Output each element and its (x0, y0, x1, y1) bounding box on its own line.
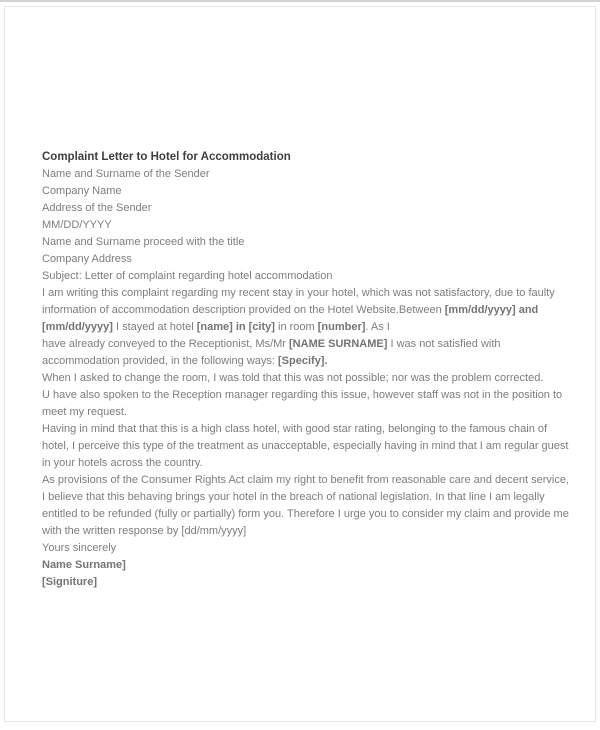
text-segment: I was not satisfied with (387, 338, 501, 350)
page-top-divider (0, 0, 600, 2)
placeholder-segment: [mm/dd/yyyy] and (444, 304, 539, 316)
text-segment: When I asked to change the room, I was told that this was not possible; nor was the problem corrected. (42, 372, 544, 384)
letter-line (42, 336, 582, 353)
placeholder-segment: [Signiture] (42, 576, 97, 588)
letter-line (42, 421, 582, 438)
letter-line (42, 234, 582, 251)
letter-line (42, 574, 582, 591)
letter-title: Complaint Letter to Hotel for Accommodation (42, 151, 291, 163)
text-segment: Subject: Letter of complaint regarding hotel accommodation (42, 270, 333, 282)
placeholder-segment: [name] in [city] (196, 321, 275, 333)
text-segment: MM/DD/YYYY (42, 219, 112, 231)
letter-line (42, 353, 582, 370)
letter-line (42, 285, 582, 302)
text-segment: Yours sincerely (42, 542, 117, 554)
letter-line (42, 557, 582, 574)
text-segment: I stayed at hotel (112, 321, 197, 333)
text-segment: hotel, I perceive this type of the treatment as unacceptable, especially having in mind that I am regular guest (42, 440, 569, 452)
letter-line (42, 302, 582, 319)
letter-line (42, 523, 582, 540)
letter-line (42, 472, 582, 489)
letter-line (42, 387, 582, 404)
text-segment: entitled to be refunded (fully or partially) form you. Therefore I urge you to consider my claim and provide me (42, 508, 569, 520)
letter-line (42, 506, 582, 523)
text-segment: accommodation provided, in the following ways: (42, 355, 279, 367)
text-segment: information of accommodation description provided on the Hotel Website.Between (42, 304, 445, 316)
letter-body (42, 149, 582, 591)
text-segment: Company Address (42, 253, 132, 265)
text-segment: Name and Surname proceed with the title (42, 236, 245, 248)
letter-line (42, 370, 582, 387)
text-segment: As provisions of the Consumer Rights Act claim my right to benefit from reasonable care and decent service, (42, 474, 570, 486)
letter-line (42, 217, 582, 234)
text-segment: in your hotels across the country. (42, 457, 203, 469)
letter-line (42, 489, 582, 506)
document-page (4, 6, 596, 722)
placeholder-segment: [mm/dd/yyyy] (42, 321, 113, 333)
text-segment: I believe that this behaving brings your hotel in the breach of national legislation. In that line I am legally (42, 491, 545, 503)
text-segment: U have also spoken to the Reception manager regarding this issue, however staff was not in the position to (42, 389, 563, 401)
text-segment: Company Name (42, 185, 122, 197)
placeholder-segment: Name Surname] (42, 559, 126, 571)
letter-lines (42, 166, 582, 591)
placeholder-segment: [NAME SURNAME] (289, 338, 388, 350)
letter-line (42, 166, 582, 183)
text-segment: in room (274, 321, 318, 333)
letter-line (42, 540, 582, 557)
letter-line (42, 438, 582, 455)
letter-line (42, 183, 582, 200)
letter-line (42, 268, 582, 285)
letter-line (42, 200, 582, 217)
text-segment: . As I (365, 321, 390, 333)
placeholder-segment: [number] (317, 321, 366, 333)
letter-line (42, 319, 582, 336)
text-segment: with the written response by [dd/mm/yyyy] (42, 525, 247, 537)
text-segment: Having in mind that that this is a high class hotel, with good star rating, belonging to the famous chain of (42, 423, 548, 435)
placeholder-segment: [Specify]. (278, 355, 328, 367)
text-segment: have already conveyed to the Receptionist, Ms/Mr (42, 338, 290, 350)
letter-line (42, 404, 582, 421)
text-segment: meet my request. (42, 406, 127, 418)
text-segment: I am writing this complaint regarding my recent stay in your hotel, which was not satisfactory, due to faulty (42, 287, 555, 299)
text-segment: Name and Surname of the Sender (42, 168, 210, 180)
letter-line (42, 251, 582, 268)
letter-line (42, 455, 582, 472)
text-segment: Address of the Sender (42, 202, 152, 214)
